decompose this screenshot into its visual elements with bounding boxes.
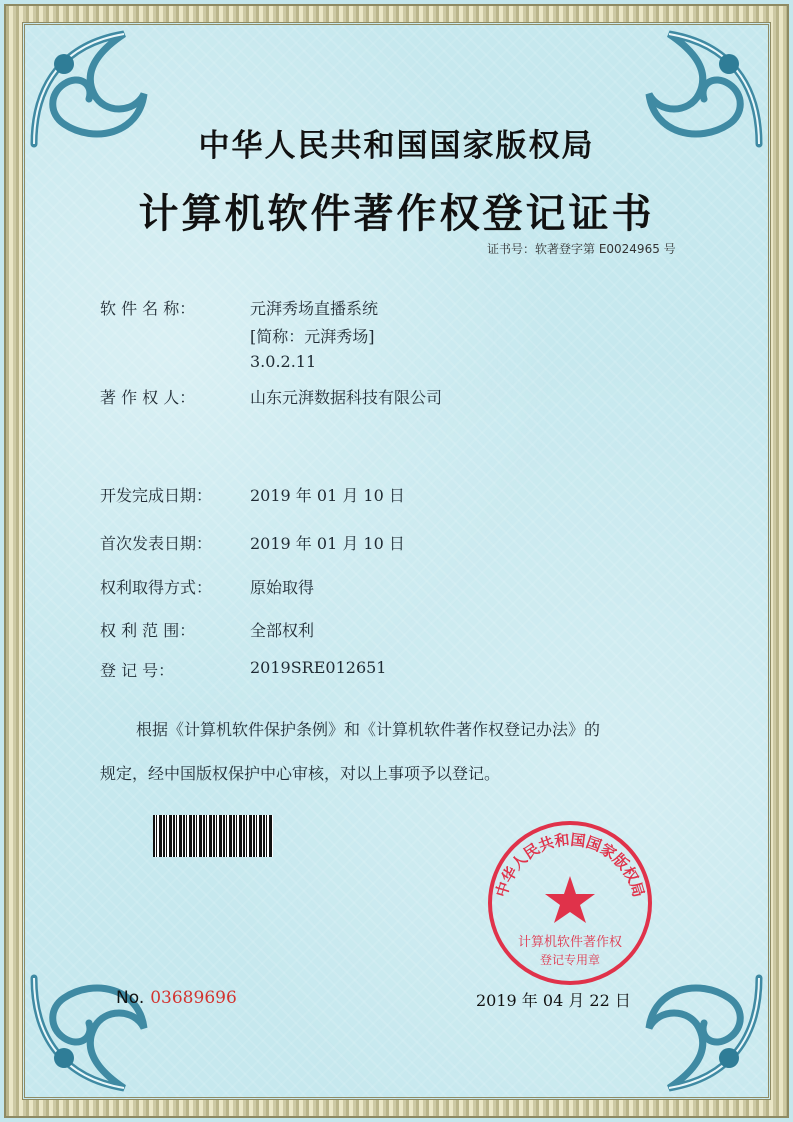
svg-text:中华人民共和国国家版权局: 中华人民共和国国家版权局 — [492, 830, 648, 900]
field-value: 山东元湃数据科技有限公司 — [250, 388, 443, 407]
field-label: 权利取得方式： — [100, 578, 213, 597]
field-value: 2019 年 01 月 10 日 — [250, 486, 405, 505]
statement-line-1: 根据《计算机软件保护条例》和《计算机软件著作权登记办法》的 — [136, 720, 601, 739]
field-value: 元湃秀场直播系统 — [250, 299, 379, 318]
issue-date: 2019 年 04 月 22 日 — [476, 991, 631, 1010]
field-label: 软 件 名 称： — [100, 299, 196, 318]
certificate-title: 计算机软件著作权登记证书 — [138, 190, 655, 237]
field-value: 2019SRE012651 — [250, 658, 387, 677]
serial-number-label: No. — [116, 988, 145, 1008]
statement-line-2: 规定，经中国版权保护中心审核，对以上事项予以登记。 — [100, 764, 501, 783]
field-value: 3.0.2.11 — [250, 352, 317, 371]
svg-text:计算机软件著作权: 计算机软件著作权 — [517, 935, 623, 950]
certificate-number: 证书号：软著登字第 E0024965 号 — [487, 242, 676, 256]
field-label: 开发完成日期： — [100, 486, 213, 505]
field-value: [简称：元湃秀场] — [250, 327, 375, 346]
serial-number-value: 03689696 — [150, 988, 237, 1008]
field-label: 登 记 号： — [100, 661, 175, 680]
field-label: 著 作 权 人： — [100, 388, 196, 407]
field-value: 2019 年 01 月 10 日 — [250, 534, 405, 553]
field-value: 原始取得 — [250, 578, 315, 597]
field-label: 权 利 范 围： — [100, 621, 196, 640]
official-seal — [485, 818, 655, 988]
serial-number — [116, 988, 237, 1008]
agency-title: 中华人民共和国国家版权局 — [198, 128, 595, 164]
corner-ornament-bottom-right — [639, 968, 769, 1098]
field-label: 首次发表日期： — [100, 534, 213, 553]
barcode — [153, 815, 273, 857]
svg-text:登记专用章: 登记专用章 — [539, 953, 601, 967]
field-value: 全部权利 — [250, 621, 315, 640]
